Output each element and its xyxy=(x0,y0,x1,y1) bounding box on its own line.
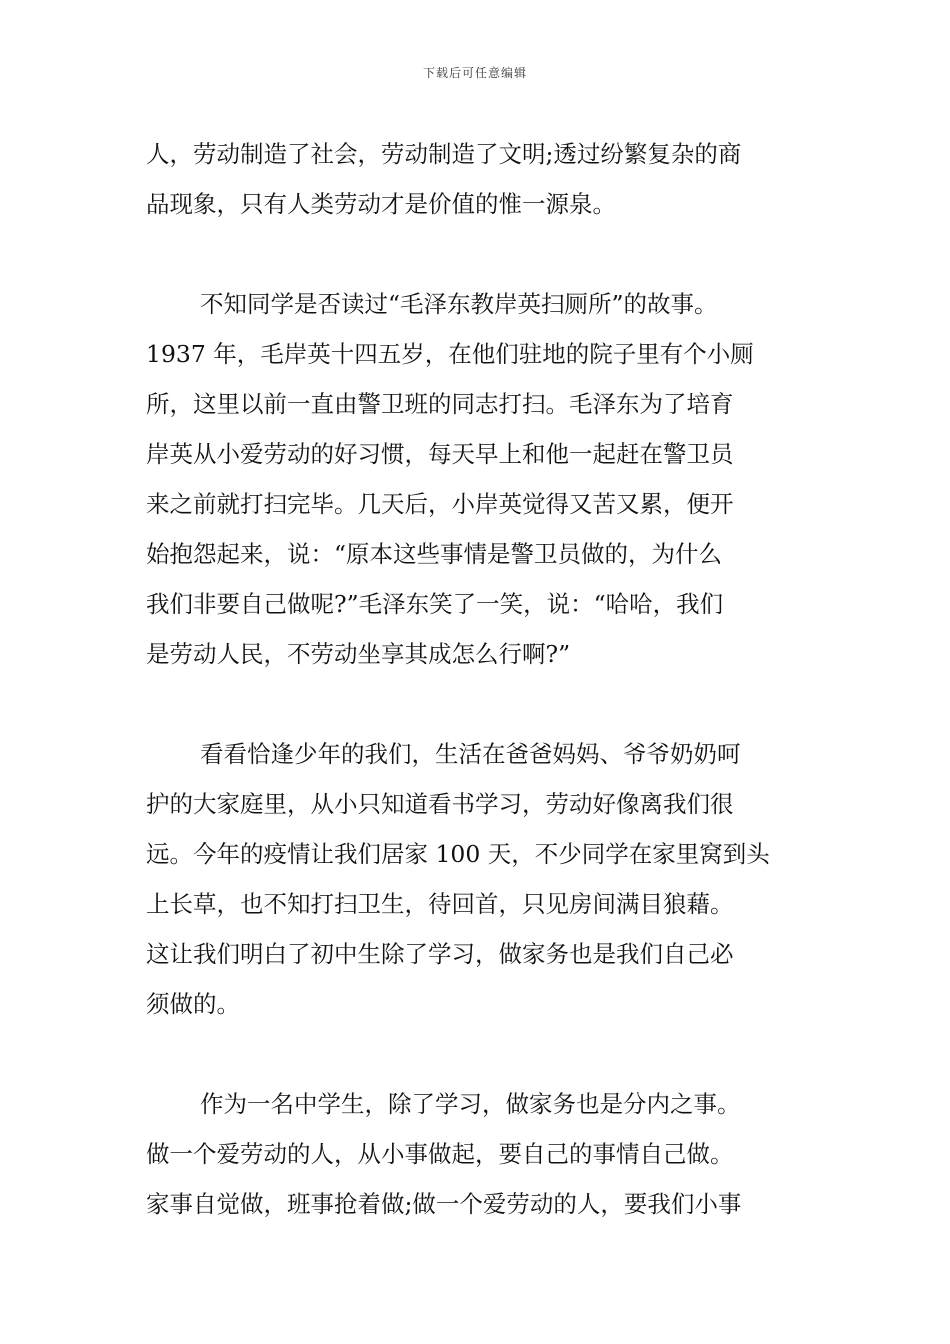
text-line: 岸英从小爱劳动的好习惯，每天早上和他一起赶在警卫员 xyxy=(146,440,734,468)
text-line: 上长草，也不知打扫卫生，待回首，只见房间满目狼藉。 xyxy=(146,890,734,918)
text-line: 看看恰逢少年的我们，生活在爸爸妈妈、爷爷奶奶呵 xyxy=(200,740,741,768)
text-line: 作为一名中学生，除了学习，做家务也是分内之事。 xyxy=(200,1090,741,1118)
text-line: 我们非要自己做呢?”毛泽东笑了一笑，说：“哈哈，我们 xyxy=(146,590,724,618)
text-line: 这让我们明白了初中生除了学习，做家务也是我们自己必 xyxy=(146,940,734,968)
text-line: 人，劳动制造了社会，劳动制造了文明;透过纷繁复杂的商 xyxy=(146,140,742,168)
header-note: 下载后可任意编辑 xyxy=(422,66,527,80)
paragraph-4 xyxy=(146,1079,814,1229)
text-line: 远。今年的疫情让我们居家 100 天，不少同学在家里窝到头 xyxy=(146,840,770,868)
text-line: 不知同学是否读过“毛泽东教岸英扫厕所”的故事。 xyxy=(200,290,718,318)
paragraph-2 xyxy=(146,279,814,679)
text-line: 品现象，只有人类劳动才是价值的惟一源泉。 xyxy=(146,190,616,218)
text-line: 护的大家庭里，从小只知道看书学习，劳动好像离我们很 xyxy=(146,790,734,818)
text-line: 所，这里以前一直由警卫班的同志打扫。毛泽东为了培育 xyxy=(146,390,734,418)
text-line: 是劳动人民，不劳动坐享其成怎么行啊?” xyxy=(146,640,571,668)
text-line: 做一个爱劳动的人，从小事做起，要自己的事情自己做。 xyxy=(146,1140,734,1168)
text-line: 须做的。 xyxy=(146,990,240,1018)
text-line: 1937 年，毛岸英十四五岁，在他们驻地的院子里有个小厕 xyxy=(146,340,754,368)
text-line: 家事自觉做，班事抢着做;做一个爱劳动的人，要我们小事 xyxy=(146,1190,742,1218)
text-line: 来之前就打扫完毕。几天后，小岸英觉得又苦又累，便开 xyxy=(146,490,734,518)
paragraph-1 xyxy=(146,129,814,229)
text-line: 始抱怨起来，说：“原本这些事情是警卫员做的，为什么 xyxy=(146,540,723,568)
paragraph-3 xyxy=(146,729,814,1029)
document-body xyxy=(146,129,814,1279)
